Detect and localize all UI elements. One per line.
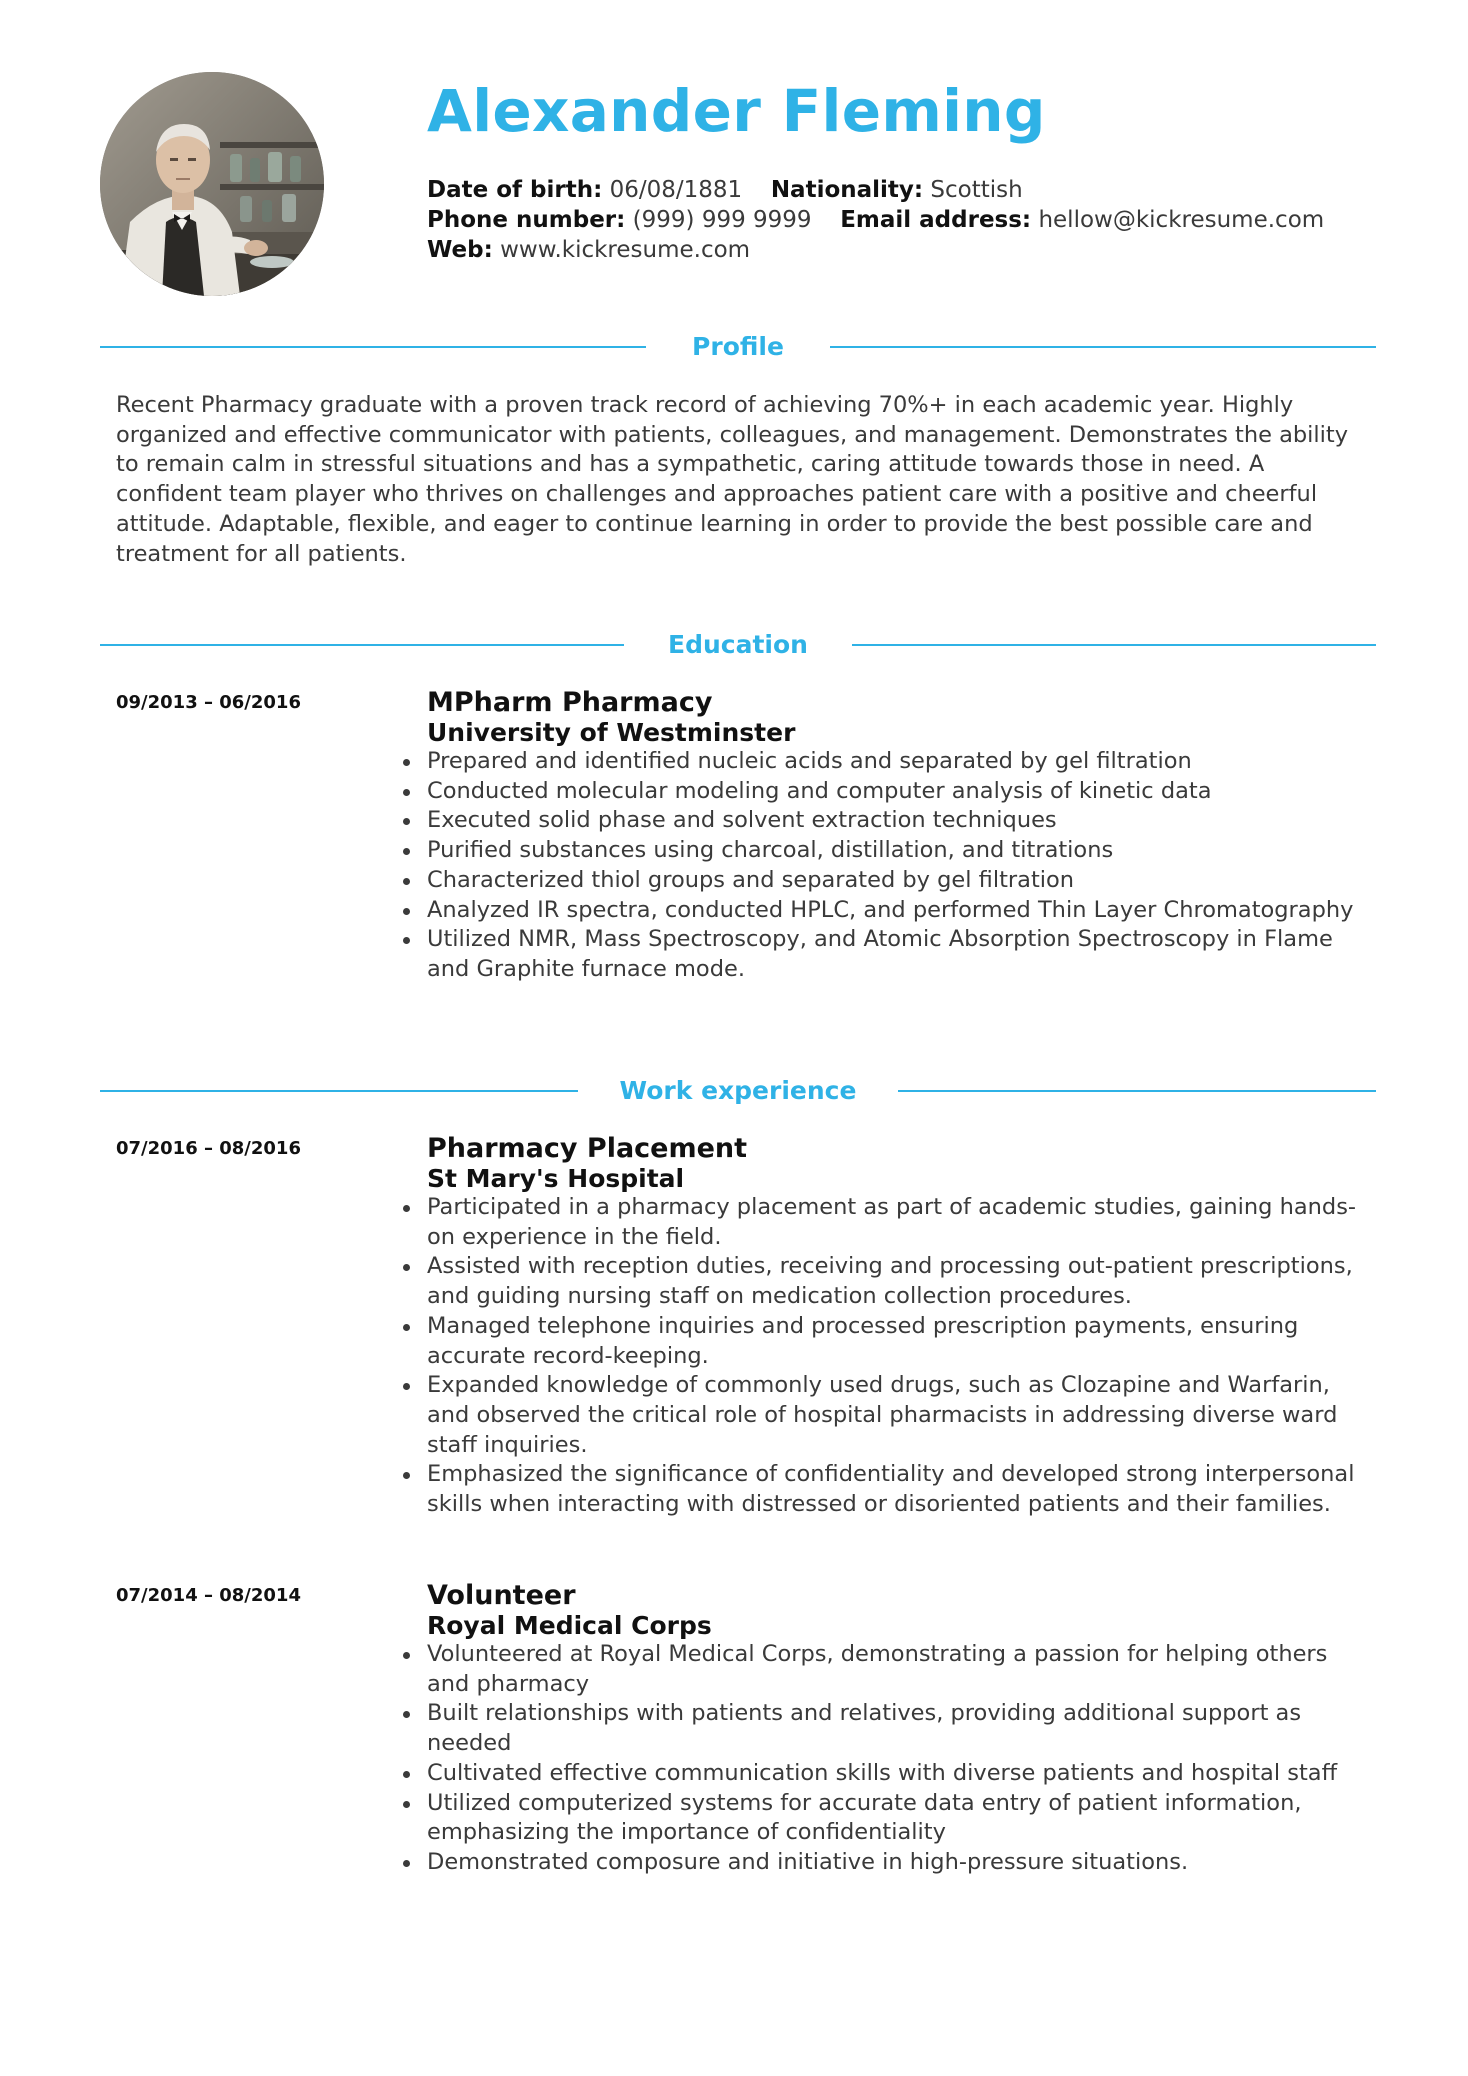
portrait-image: [100, 72, 324, 296]
nationality-label: Nationality:: [770, 177, 924, 203]
entry-bullet-list: [427, 1193, 1367, 1520]
education-section-heading: [100, 625, 1376, 665]
entry-bullet-list: [427, 1640, 1367, 1878]
work-section-heading: [100, 1071, 1376, 1111]
web-label: Web:: [427, 237, 493, 263]
entry-bullet-list: [427, 747, 1367, 985]
profile-title: Profile: [692, 332, 784, 361]
list-item: Demonstrated composure and initiative in high-pressure situations.: [427, 1848, 1367, 1878]
nationality-value: Scottish: [930, 177, 1023, 203]
contact-row-1: [427, 175, 1324, 205]
list-item: Participated in a pharmacy placement as part of academic studies, gaining hands-on experience in the field.: [427, 1193, 1367, 1252]
list-item: Prepared and identified nucleic acids and separated by gel filtration: [427, 747, 1367, 777]
dob-label: Date of birth:: [427, 177, 603, 203]
phone-value: (999) 999 9999: [632, 207, 812, 233]
education-title: Education: [668, 630, 808, 659]
entry-role: Volunteer: [427, 1580, 576, 1611]
entry-institution: University of Westminster: [427, 718, 796, 747]
list-item: Purified substances using charcoal, distillation, and titrations: [427, 836, 1367, 866]
entry-role: Pharmacy Placement: [427, 1133, 748, 1164]
work-title: Work experience: [619, 1076, 857, 1105]
entry-employer: St Mary's Hospital: [427, 1164, 685, 1193]
entry-employer: Royal Medical Corps: [427, 1611, 712, 1640]
list-item: Cultivated effective communication skills with diverse patients and hospital staff: [427, 1759, 1367, 1789]
entry-date: 07/2014 – 08/2014: [116, 1585, 301, 1606]
profile-section-heading: [100, 327, 1376, 367]
list-item: Executed solid phase and solvent extraction techniques: [427, 806, 1367, 836]
contact-row-2: [427, 205, 1324, 235]
contact-info: [427, 175, 1324, 265]
list-item: Volunteered at Royal Medical Corps, demonstrating a passion for helping others and pharmacy: [427, 1640, 1367, 1699]
web-value: www.kickresume.com: [500, 237, 751, 263]
entry-date: 07/2016 – 08/2016: [116, 1138, 301, 1159]
list-item: Conducted molecular modeling and computer analysis of kinetic data: [427, 777, 1367, 807]
list-item: Expanded knowledge of commonly used drugs, such as Clozapine and Warfarin, and observed the critical role of hospital pharmacists in addressing diverse ward staff inquiries.: [427, 1371, 1367, 1460]
entry-date: 09/2013 – 06/2016: [116, 692, 301, 713]
dob-value: 06/08/1881: [609, 177, 743, 203]
list-item: Characterized thiol groups and separated by gel filtration: [427, 866, 1367, 896]
list-item: Utilized NMR, Mass Spectroscopy, and Atomic Absorption Spectroscopy in Flame and Graphite furnace mode.: [427, 925, 1367, 984]
list-item: Utilized computerized systems for accurate data entry of patient information, emphasizing the importance of confidentiality: [427, 1789, 1367, 1848]
email-label: Email address:: [840, 207, 1032, 233]
phone-label: Phone number:: [427, 207, 626, 233]
candidate-name: Alexander Fleming: [427, 77, 1046, 145]
list-item: Analyzed IR spectra, conducted HPLC, and performed Thin Layer Chromatography: [427, 896, 1367, 926]
entry-body: [427, 687, 1367, 985]
entry-degree: MPharm Pharmacy: [427, 687, 713, 718]
list-item: Built relationships with patients and relatives, providing additional support as needed: [427, 1699, 1367, 1758]
entry-body: [427, 1133, 1367, 1520]
entry-body: [427, 1580, 1367, 1878]
list-item: Emphasized the significance of confidentiality and developed strong interpersonal skills when interacting with distressed or disoriented patients and their families.: [427, 1460, 1367, 1519]
profile-summary: Recent Pharmacy graduate with a proven track record of achieving 70%+ in each academic year. Highly organized and effective communicator with patients, colleagues, and management. Demonstrates the ability to remain calm in stressful situations and has a sympathetic, caring attitude towards those in need. A confident team player who thrives on challenges and approaches patient care with a positive and cheerful attitude. Adaptable, flexible, and eager to continue learning in order to provide the best possible care and treatment for all patients.: [116, 392, 1349, 567]
list-item: Managed telephone inquiries and processed prescription payments, ensuring accurate record-keeping.: [427, 1312, 1367, 1371]
list-item: Assisted with reception duties, receiving and processing out-patient prescriptions, and guiding nursing staff on medication collection procedures.: [427, 1252, 1367, 1311]
profile-photo: [100, 72, 324, 296]
contact-row-3: [427, 235, 1324, 265]
email-value: hellow@kickresume.com: [1038, 207, 1325, 233]
